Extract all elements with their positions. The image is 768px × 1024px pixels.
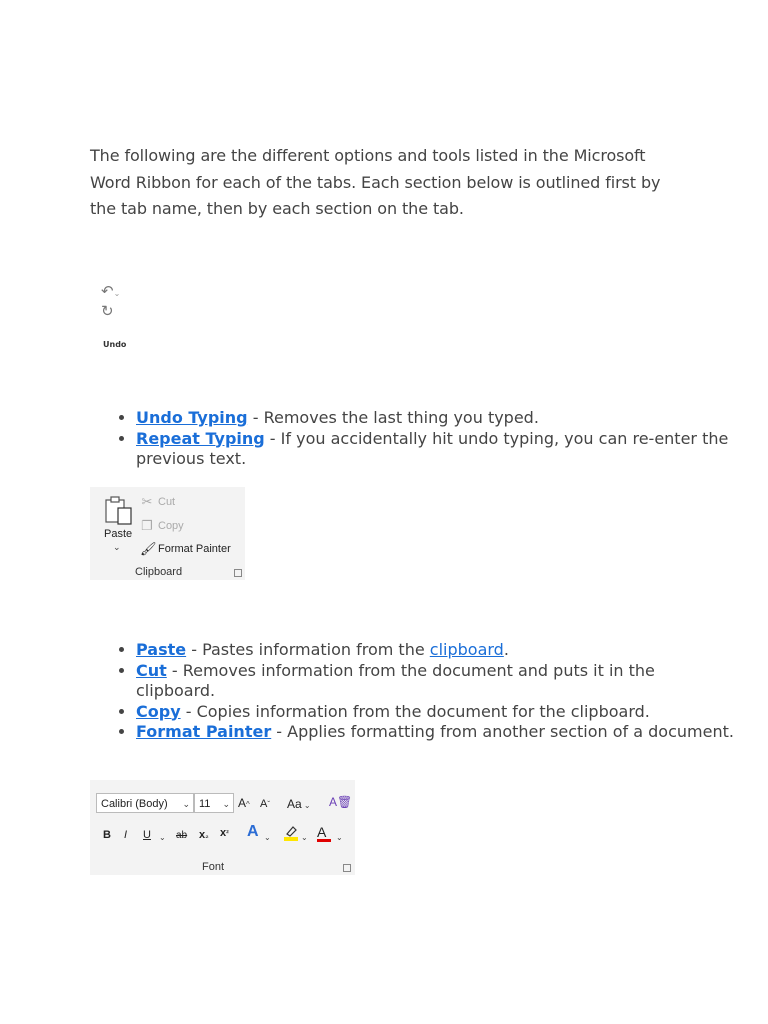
font-group-image bbox=[90, 780, 355, 875]
underline-icon: U bbox=[143, 829, 151, 841]
superscript-icon: x² bbox=[220, 827, 229, 839]
brush-icon: 🖌 bbox=[140, 541, 157, 556]
font-size-value: 11 bbox=[199, 798, 211, 810]
copy-icon: ❐ bbox=[141, 518, 153, 533]
list-item bbox=[136, 661, 736, 702]
list-item-text: - Applies formatting from another section of a document. bbox=[271, 722, 734, 741]
chevron-down-icon: ⌄ bbox=[222, 799, 230, 809]
list-item-text: - If you accidentally hit undo typing, you can re-enter the previous text. bbox=[136, 428, 729, 468]
dialog-launcher-icon bbox=[234, 569, 242, 577]
font-size-box bbox=[194, 793, 234, 813]
grow-font-icon: A^ bbox=[238, 796, 250, 810]
copy-button bbox=[140, 518, 184, 534]
undo-icon: ↶⌄ bbox=[101, 282, 121, 300]
format-painter-button bbox=[140, 541, 231, 557]
font-group-label: Font bbox=[202, 861, 225, 873]
highlighter-icon bbox=[283, 824, 299, 845]
intro-paragraph: The following are the different options and tools listed in the Microsoft Word Ribbon for each of the tabs. Each section below is outlined first by the tab name, then by each section on the tab. bbox=[90, 146, 661, 218]
dialog-launcher-icon bbox=[343, 864, 351, 872]
redo-icon: ↻ bbox=[101, 302, 114, 320]
repeat-typing-link[interactable]: Repeat Typing bbox=[136, 428, 265, 448]
cut-link[interactable]: Cut bbox=[136, 660, 167, 680]
copy-label: Copy bbox=[158, 520, 184, 532]
undo-typing-link[interactable]: Undo Typing bbox=[136, 408, 248, 427]
change-case-icon: Aa ⌄ bbox=[287, 797, 311, 811]
list-item bbox=[136, 429, 736, 470]
undo-group-label: Undo bbox=[103, 340, 127, 349]
strikethrough-icon: ab bbox=[176, 830, 188, 841]
clear-formatting-icon: A🗑 bbox=[329, 795, 353, 809]
font-name-value: Calibri (Body) bbox=[101, 798, 168, 810]
font-color-icon: A bbox=[317, 825, 331, 842]
clipboard-group-image bbox=[90, 487, 245, 580]
list-item-text: - Pastes information from the bbox=[186, 640, 430, 659]
paste-label: Paste bbox=[104, 528, 133, 540]
cut-button bbox=[140, 494, 175, 510]
clipboard-options-list bbox=[90, 640, 736, 743]
font-name-box bbox=[96, 793, 194, 813]
subscript-icon: x₂ bbox=[199, 829, 209, 841]
text-effects-icon: A bbox=[247, 823, 259, 840]
undo-options-list bbox=[90, 408, 736, 470]
undo-group-image bbox=[100, 282, 140, 352]
chevron-down-icon: ⌄ bbox=[264, 833, 271, 842]
list-item bbox=[136, 702, 736, 723]
scissors-icon: ✂ bbox=[141, 494, 153, 509]
list-item-text: - Copies information from the document for the clipboard. bbox=[180, 701, 650, 721]
clipboard-group-label: Clipboard bbox=[135, 566, 183, 578]
italic-icon: I bbox=[124, 829, 128, 841]
chevron-down-icon: ⌄ bbox=[336, 833, 343, 842]
chevron-down-icon: ⌄ bbox=[159, 833, 166, 842]
list-item bbox=[136, 722, 736, 743]
format-painter-link[interactable]: Format Painter bbox=[136, 722, 272, 741]
shrink-font-icon: Aˇ bbox=[260, 798, 271, 810]
clipboard-link[interactable]: clipboard bbox=[429, 640, 504, 659]
chevron-down-icon: ⌄ bbox=[182, 799, 190, 809]
paste-icon bbox=[104, 494, 134, 526]
format-painter-label: Format Painter bbox=[158, 543, 231, 555]
list-item-text: - Removes the last thing you typed. bbox=[247, 408, 539, 427]
bold-icon: B bbox=[103, 829, 111, 841]
chevron-down-icon: ⌄ bbox=[113, 542, 121, 552]
list-item bbox=[136, 408, 736, 429]
chevron-down-icon: ⌄ bbox=[301, 833, 308, 842]
list-item-text: . bbox=[503, 640, 509, 659]
copy-link[interactable]: Copy bbox=[136, 701, 181, 721]
list-item bbox=[136, 640, 736, 661]
paste-link[interactable]: Paste bbox=[136, 640, 187, 659]
cut-label: Cut bbox=[158, 496, 176, 508]
list-item-text: - Removes information from the document and puts it in the clipboard. bbox=[136, 660, 655, 700]
